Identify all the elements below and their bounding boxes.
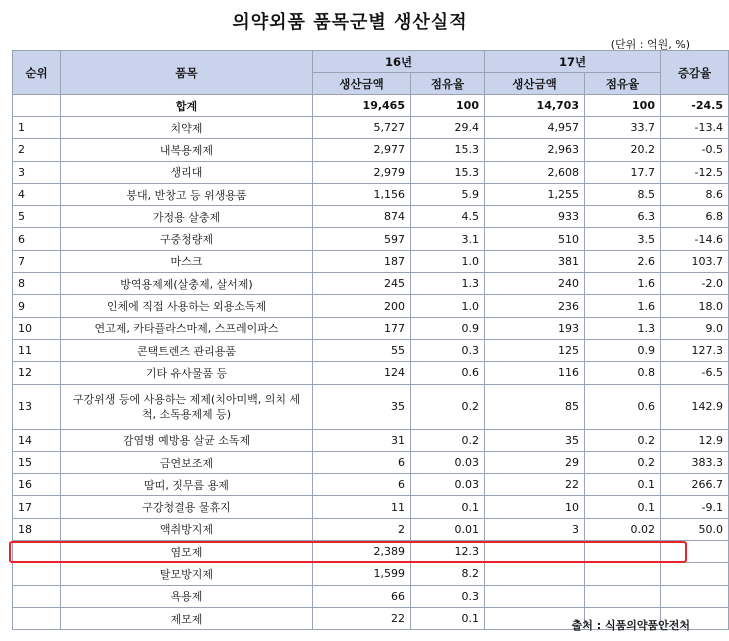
cell-change: 8.6 bbox=[661, 183, 729, 205]
header-share-16: 점유율 bbox=[411, 73, 485, 95]
cell-category: 금연보조제 bbox=[61, 451, 313, 473]
cell-share-16: 0.6 bbox=[411, 362, 485, 384]
cell-amount-16: 1,599 bbox=[313, 563, 411, 585]
cell-change: -9.1 bbox=[661, 496, 729, 518]
cell-rank: 18 bbox=[13, 518, 61, 540]
cell-amount-16: 2 bbox=[313, 518, 411, 540]
cell-share-17: 0.9 bbox=[585, 339, 661, 361]
cell-share-16: 29.4 bbox=[411, 117, 485, 139]
cell-category: 감염병 예방용 살균 소독제 bbox=[61, 429, 313, 451]
header-share-17: 점유율 bbox=[585, 73, 661, 95]
cell-change: -13.4 bbox=[661, 117, 729, 139]
cell-share-16: 5.9 bbox=[411, 183, 485, 205]
cell-amount-16: 6 bbox=[313, 474, 411, 496]
cell-amount-16: 2,979 bbox=[313, 161, 411, 183]
cell-share-17: 1.3 bbox=[585, 317, 661, 339]
header-change: 증감율 bbox=[661, 51, 729, 95]
table-row bbox=[13, 183, 729, 205]
cell-share-17: 0.2 bbox=[585, 451, 661, 473]
cell-amount-16: 245 bbox=[313, 273, 411, 295]
table-row bbox=[13, 563, 729, 585]
cell-category: 치약제 bbox=[61, 117, 313, 139]
cell-share-17: 2.6 bbox=[585, 250, 661, 272]
cell-change: -0.5 bbox=[661, 139, 729, 161]
cell-rank: 15 bbox=[13, 451, 61, 473]
source-note: 출처 : 식품의약품안전처 bbox=[571, 619, 690, 632]
cell-amount-16: 6 bbox=[313, 451, 411, 473]
cell-change: 12.9 bbox=[661, 429, 729, 451]
cell-amount-16: 177 bbox=[313, 317, 411, 339]
cell-category: 인체에 직접 사용하는 외용소독제 bbox=[61, 295, 313, 317]
cell-share-17: 20.2 bbox=[585, 139, 661, 161]
cell-amount-16: 124 bbox=[313, 362, 411, 384]
cell-amount-17: 240 bbox=[485, 273, 585, 295]
table-row bbox=[13, 518, 729, 540]
cell-share-16: 0.2 bbox=[411, 384, 485, 429]
cell-amount-17: 10 bbox=[485, 496, 585, 518]
table-row bbox=[13, 541, 729, 563]
total-label: 합계 bbox=[61, 95, 313, 117]
cell-rank: 1 bbox=[13, 117, 61, 139]
cell-category: 내복용제제 bbox=[61, 139, 313, 161]
table-row bbox=[13, 295, 729, 317]
cell-change: 9.0 bbox=[661, 317, 729, 339]
cell-share-17: 1.6 bbox=[585, 295, 661, 317]
table-row bbox=[13, 362, 729, 384]
table-row bbox=[13, 206, 729, 228]
cell-category: 연고제, 카타플라스마제, 스프레이파스 bbox=[61, 317, 313, 339]
cell-change: 127.3 bbox=[661, 339, 729, 361]
cell-share-16: 0.1 bbox=[411, 607, 485, 629]
cell-amount-16: 200 bbox=[313, 295, 411, 317]
cell-category: 욕용제 bbox=[61, 585, 313, 607]
cell-rank: 8 bbox=[13, 273, 61, 295]
table-row bbox=[13, 585, 729, 607]
cell-amount-17 bbox=[485, 607, 585, 629]
cell-share-17 bbox=[585, 563, 661, 585]
cell-change: 103.7 bbox=[661, 250, 729, 272]
cell-share-16: 8.2 bbox=[411, 563, 485, 585]
cell-amount-17 bbox=[485, 563, 585, 585]
cell-rank: 12 bbox=[13, 362, 61, 384]
header-amount-16: 생산금액 bbox=[313, 73, 411, 95]
cell-share-17: 17.7 bbox=[585, 161, 661, 183]
cell-category: 제모제 bbox=[61, 607, 313, 629]
header-rank: 순위 bbox=[13, 51, 61, 95]
cell-amount-16: 35 bbox=[313, 384, 411, 429]
cell-change bbox=[661, 585, 729, 607]
table-row bbox=[13, 139, 729, 161]
cell-amount-17: 125 bbox=[485, 339, 585, 361]
cell-change: -6.5 bbox=[661, 362, 729, 384]
cell-amount-17: 85 bbox=[485, 384, 585, 429]
cell-amount-17 bbox=[485, 585, 585, 607]
cell-amount-16: 55 bbox=[313, 339, 411, 361]
cell-amount-17: 381 bbox=[485, 250, 585, 272]
cell-rank: 10 bbox=[13, 317, 61, 339]
cell-category: 구강청결용 물휴지 bbox=[61, 496, 313, 518]
cell-change bbox=[661, 563, 729, 585]
cell-share-16: 0.03 bbox=[411, 474, 485, 496]
table-row bbox=[13, 496, 729, 518]
cell-change: 142.9 bbox=[661, 384, 729, 429]
total-share-17: 100 bbox=[585, 95, 661, 117]
cell-amount-16: 874 bbox=[313, 206, 411, 228]
cell-share-16: 0.2 bbox=[411, 429, 485, 451]
cell-change: -12.5 bbox=[661, 161, 729, 183]
cell-rank: 17 bbox=[13, 496, 61, 518]
cell-share-17: 3.5 bbox=[585, 228, 661, 250]
cell-category: 땀띠, 짓무름 용제 bbox=[61, 474, 313, 496]
cell-share-17: 1.6 bbox=[585, 273, 661, 295]
table-row bbox=[13, 451, 729, 473]
cell-change: 18.0 bbox=[661, 295, 729, 317]
cell-amount-16: 1,156 bbox=[313, 183, 411, 205]
cell-rank: 14 bbox=[13, 429, 61, 451]
cell-rank: 13 bbox=[13, 384, 61, 429]
header-year-16: 16년 bbox=[313, 51, 485, 73]
cell-share-17: 0.8 bbox=[585, 362, 661, 384]
cell-change: -2.0 bbox=[661, 273, 729, 295]
cell-rank: 3 bbox=[13, 161, 61, 183]
cell-change bbox=[661, 541, 729, 563]
cell-share-17: 0.2 bbox=[585, 429, 661, 451]
cell-change: 50.0 bbox=[661, 518, 729, 540]
table-row bbox=[13, 429, 729, 451]
total-change: -24.5 bbox=[661, 95, 729, 117]
cell-amount-16: 597 bbox=[313, 228, 411, 250]
cell-amount-17: 22 bbox=[485, 474, 585, 496]
cell-amount-16: 5,727 bbox=[313, 117, 411, 139]
cell-rank: 4 bbox=[13, 183, 61, 205]
cell-share-17: 0.6 bbox=[585, 384, 661, 429]
cell-amount-16: 2,389 bbox=[313, 541, 411, 563]
cell-amount-17: 2,963 bbox=[485, 139, 585, 161]
table-row bbox=[13, 250, 729, 272]
cell-share-16: 0.1 bbox=[411, 496, 485, 518]
cell-share-16: 3.1 bbox=[411, 228, 485, 250]
total-row bbox=[13, 95, 729, 117]
cell-category: 콘택트렌즈 관리용품 bbox=[61, 339, 313, 361]
cell-rank bbox=[13, 563, 61, 585]
cell-category: 구강위생 등에 사용하는 제제(치아미백, 의치 세척, 소독용제제 등) bbox=[61, 384, 313, 429]
cell-share-16: 1.0 bbox=[411, 295, 485, 317]
cell-category: 가정용 살충제 bbox=[61, 206, 313, 228]
table-row bbox=[13, 228, 729, 250]
cell-rank: 7 bbox=[13, 250, 61, 272]
cell-share-17: 6.3 bbox=[585, 206, 661, 228]
cell-amount-17: 35 bbox=[485, 429, 585, 451]
cell-share-16: 0.3 bbox=[411, 585, 485, 607]
table-row bbox=[13, 161, 729, 183]
header-amount-17: 생산금액 bbox=[485, 73, 585, 95]
cell-amount-17 bbox=[485, 541, 585, 563]
cell-change: 383.3 bbox=[661, 451, 729, 473]
table-row bbox=[13, 384, 729, 429]
cell-share-17: 8.5 bbox=[585, 183, 661, 205]
cell-category: 탈모방지제 bbox=[61, 563, 313, 585]
cell-rank: 2 bbox=[13, 139, 61, 161]
cell-category: 방역용제제(살충제, 살서제) bbox=[61, 273, 313, 295]
cell-rank: 6 bbox=[13, 228, 61, 250]
header-category: 품목 bbox=[61, 51, 313, 95]
total-rank bbox=[13, 95, 61, 117]
cell-amount-17: 510 bbox=[485, 228, 585, 250]
table-row bbox=[13, 474, 729, 496]
cell-rank bbox=[13, 585, 61, 607]
cell-share-16: 1.3 bbox=[411, 273, 485, 295]
cell-amount-17: 116 bbox=[485, 362, 585, 384]
production-table bbox=[12, 50, 729, 630]
cell-rank: 9 bbox=[13, 295, 61, 317]
cell-change: 266.7 bbox=[661, 474, 729, 496]
cell-share-17 bbox=[585, 541, 661, 563]
cell-category: 붕대, 반창고 등 위생용품 bbox=[61, 183, 313, 205]
cell-amount-16: 31 bbox=[313, 429, 411, 451]
cell-rank bbox=[13, 607, 61, 629]
cell-rank bbox=[13, 541, 61, 563]
cell-share-17 bbox=[585, 585, 661, 607]
table-row bbox=[13, 339, 729, 361]
cell-share-16: 0.9 bbox=[411, 317, 485, 339]
cell-share-16: 15.3 bbox=[411, 139, 485, 161]
cell-rank: 16 bbox=[13, 474, 61, 496]
cell-amount-16: 22 bbox=[313, 607, 411, 629]
cell-share-16: 4.5 bbox=[411, 206, 485, 228]
cell-amount-17: 1,255 bbox=[485, 183, 585, 205]
cell-share-17: 0.02 bbox=[585, 518, 661, 540]
total-amount-17: 14,703 bbox=[485, 95, 585, 117]
cell-amount-16: 187 bbox=[313, 250, 411, 272]
page-title: 의약외품 품목군별 생산실적 bbox=[232, 12, 468, 33]
cell-share-16: 1.0 bbox=[411, 250, 485, 272]
cell-share-16: 15.3 bbox=[411, 161, 485, 183]
cell-share-17: 33.7 bbox=[585, 117, 661, 139]
table-row bbox=[13, 117, 729, 139]
header-year-17: 17년 bbox=[485, 51, 661, 73]
cell-category: 기타 유사물품 등 bbox=[61, 362, 313, 384]
cell-amount-17: 29 bbox=[485, 451, 585, 473]
cell-share-16: 12.3 bbox=[411, 541, 485, 563]
cell-share-16: 0.01 bbox=[411, 518, 485, 540]
unit-note: (단위 : 억원, %) bbox=[610, 38, 690, 51]
cell-change: 6.8 bbox=[661, 206, 729, 228]
cell-amount-17: 933 bbox=[485, 206, 585, 228]
cell-amount-16: 2,977 bbox=[313, 139, 411, 161]
cell-rank: 11 bbox=[13, 339, 61, 361]
cell-category: 구중청량제 bbox=[61, 228, 313, 250]
cell-share-17: 0.1 bbox=[585, 474, 661, 496]
cell-amount-17: 236 bbox=[485, 295, 585, 317]
cell-amount-17: 4,957 bbox=[485, 117, 585, 139]
table-row bbox=[13, 317, 729, 339]
cell-share-16: 0.3 bbox=[411, 339, 485, 361]
cell-category: 액취방지제 bbox=[61, 518, 313, 540]
cell-share-17: 0.1 bbox=[585, 496, 661, 518]
total-share-16: 100 bbox=[411, 95, 485, 117]
cell-share-16: 0.03 bbox=[411, 451, 485, 473]
cell-category: 생리대 bbox=[61, 161, 313, 183]
total-amount-16: 19,465 bbox=[313, 95, 411, 117]
cell-amount-17: 193 bbox=[485, 317, 585, 339]
cell-category: 염모제 bbox=[61, 541, 313, 563]
cell-amount-16: 11 bbox=[313, 496, 411, 518]
cell-amount-17: 3 bbox=[485, 518, 585, 540]
cell-amount-17: 2,608 bbox=[485, 161, 585, 183]
cell-amount-16: 66 bbox=[313, 585, 411, 607]
table-row bbox=[13, 273, 729, 295]
cell-change: -14.6 bbox=[661, 228, 729, 250]
cell-category: 마스크 bbox=[61, 250, 313, 272]
cell-rank: 5 bbox=[13, 206, 61, 228]
